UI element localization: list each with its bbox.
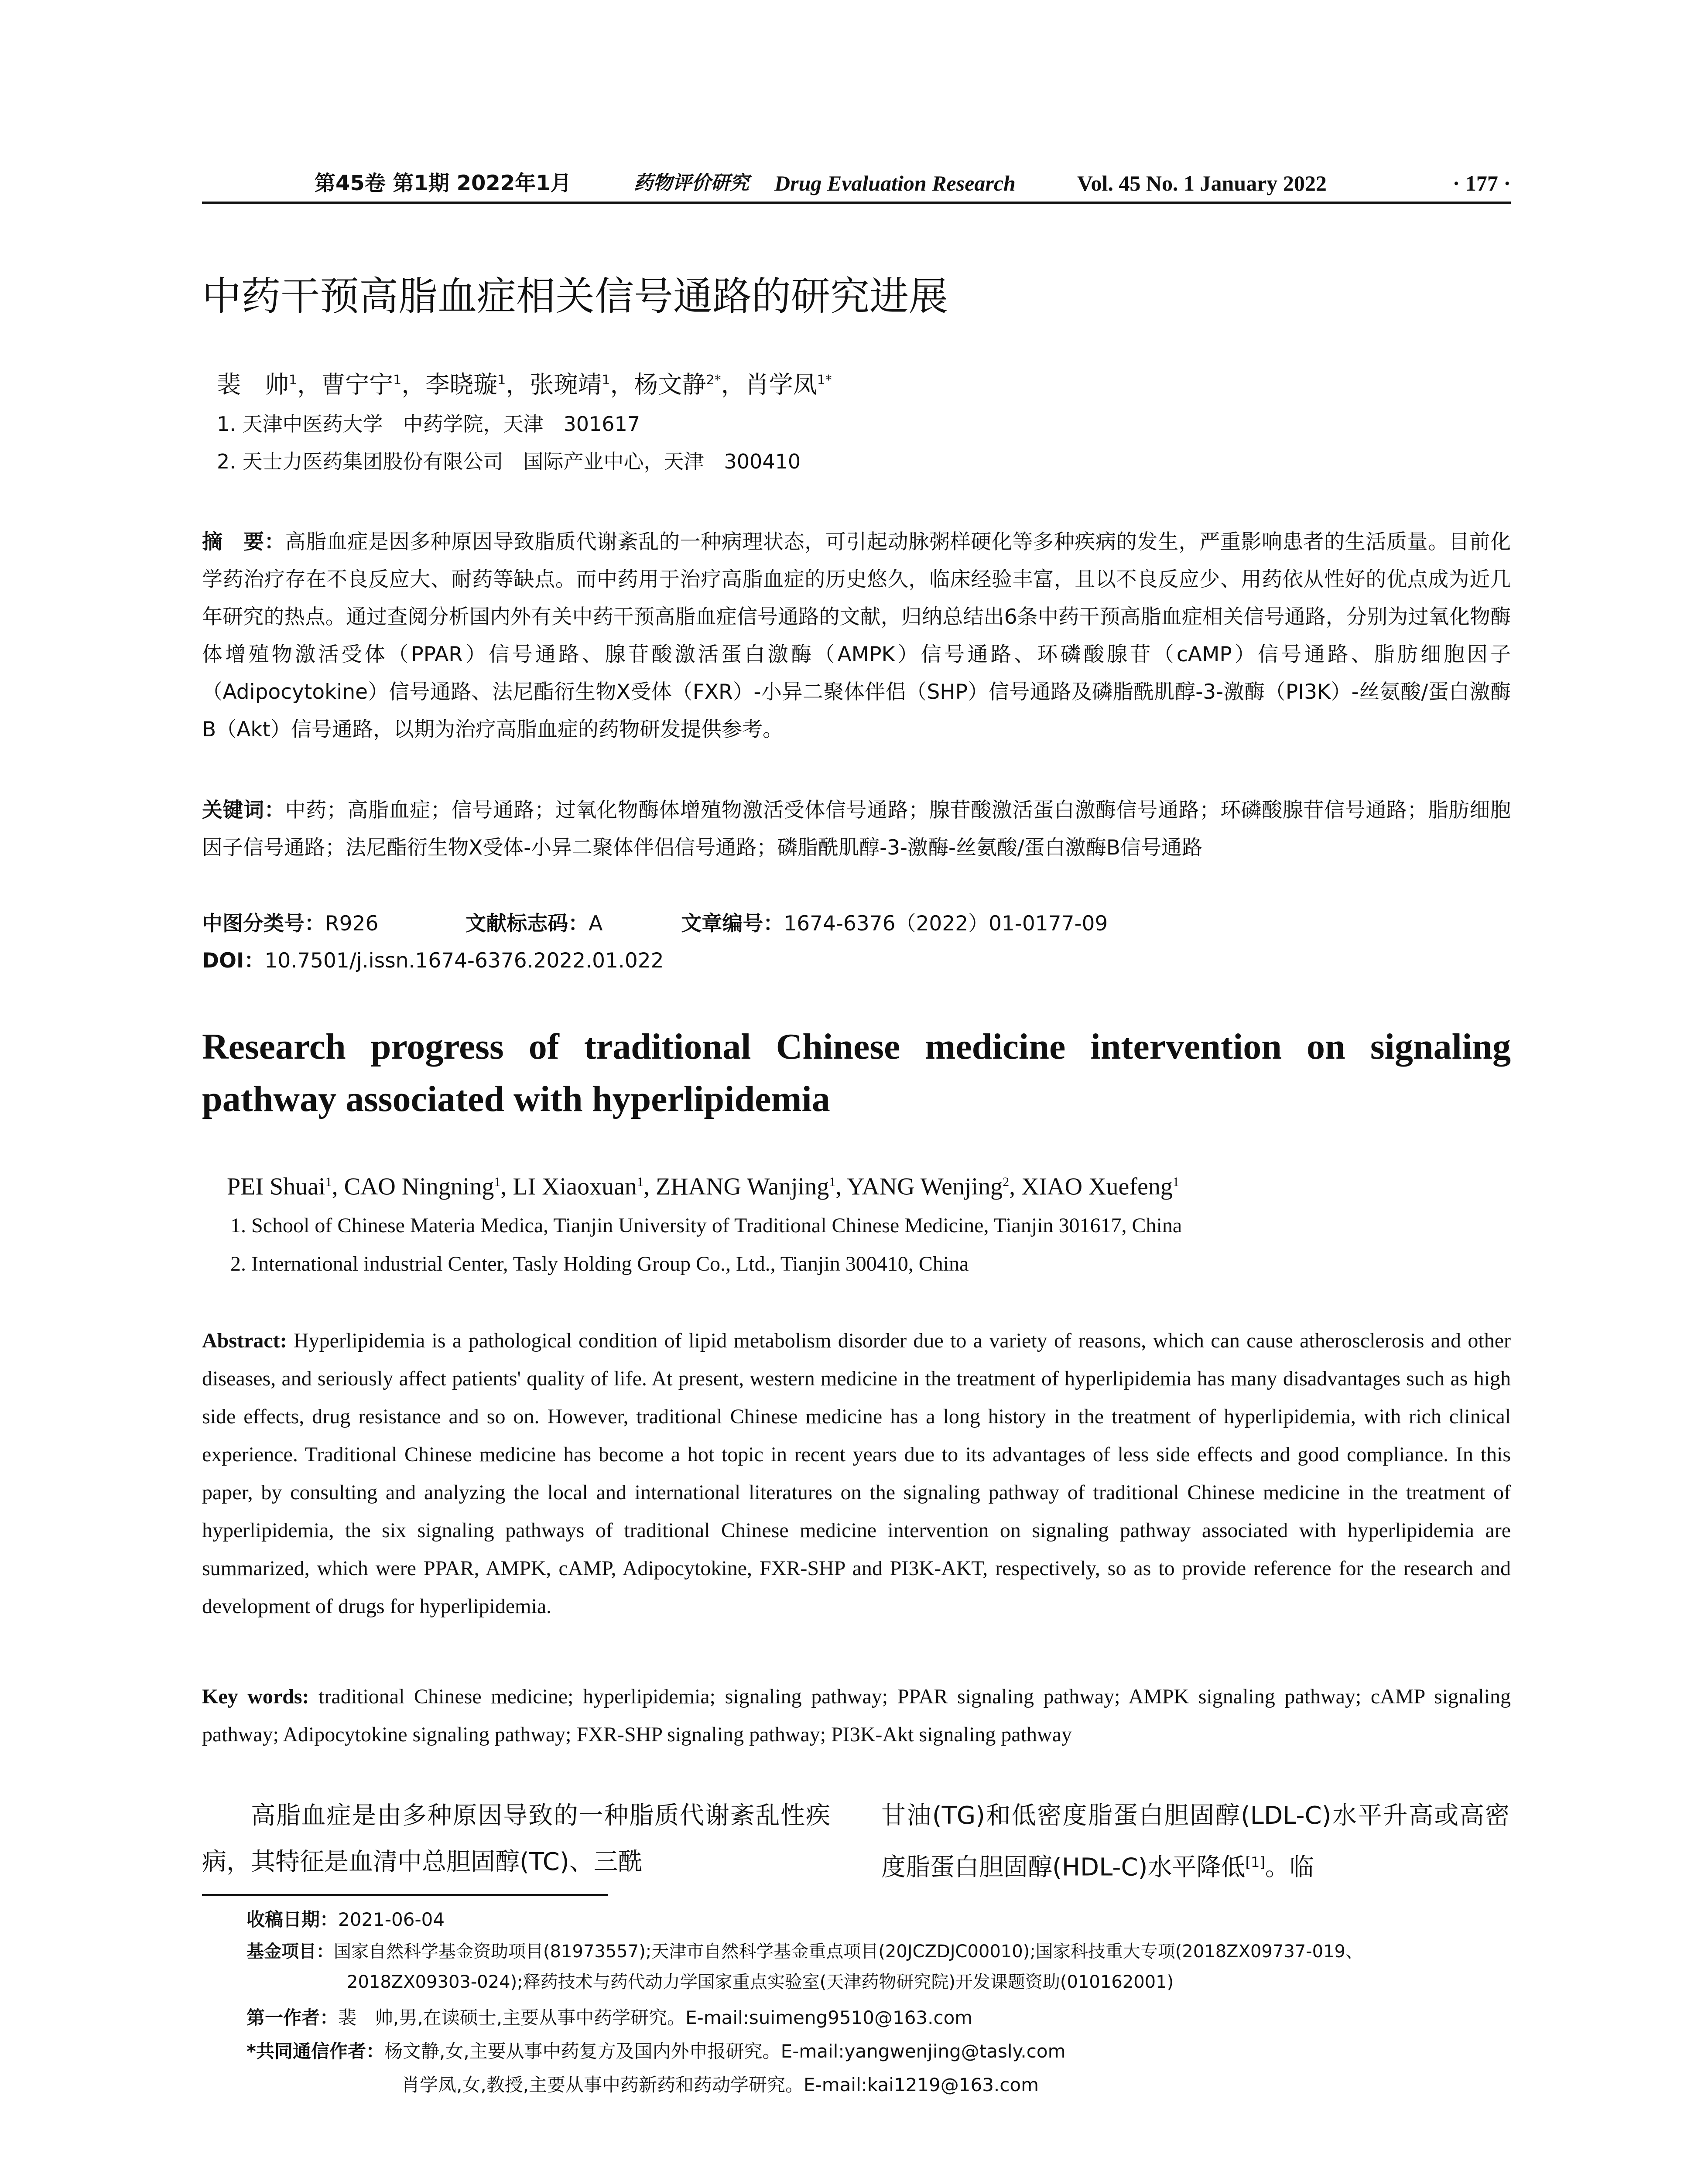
keywords-en	[202, 1678, 1511, 1754]
footnote-corresponding-2: 肖学凤,女,教授,主要从事中药新药和药动学研究。E-mail:kai1219@163.com	[401, 2074, 1039, 2096]
keywords-en-label: Key words:	[202, 1685, 309, 1708]
affiliation-en-1: 1. School of Chinese Materia Medica, Tianjin University of Traditional Chinese Medicine, Tianjin 301617, China	[230, 1214, 1182, 1237]
author-sup: 1	[829, 1175, 836, 1189]
author-en: PEI Shuai	[227, 1173, 325, 1200]
author-sup: 1	[637, 1175, 643, 1189]
header-volume-issue: Vol. 45 No. 1 January 2022	[1077, 171, 1327, 195]
doi-label: DOI：	[202, 949, 265, 973]
received-date: 2021-06-04	[338, 1909, 445, 1930]
classification-line	[202, 905, 1108, 943]
clc-value: R926	[325, 912, 379, 936]
header-issue-cn: 第45卷 第1期 2022年1月	[315, 171, 572, 195]
footnote-rule	[202, 1894, 608, 1896]
footnote-received	[246, 1904, 445, 1935]
page-number: · 177 ·	[1452, 171, 1511, 195]
author-cn: 杨文静	[634, 370, 706, 399]
title-en: Research progress of traditional Chinese medicine intervention on signaling pathway associated with hyperlipidemia	[202, 1026, 1511, 1119]
author-sup: 1	[1172, 1175, 1179, 1189]
received-label: 收稿日期：	[246, 1909, 339, 1930]
affiliation-cn-2: 2. 天士力医药集团股份有限公司 国际产业中心，天津 300410	[217, 450, 801, 473]
first-author-text: 裴 帅,男,在读硕士,主要从事中药学研究。E-mail:suimeng9510@163.com	[338, 2007, 973, 2028]
abstract-cn	[202, 523, 1511, 749]
article-no-label: 文章编号：	[681, 912, 784, 936]
abstract-en-label: Abstract:	[202, 1329, 287, 1352]
footnote-corresponding	[246, 2036, 1065, 2067]
body-column-right	[881, 1793, 1509, 1891]
affiliation-en-2: 2. International industrial Center, Tasly Holding Group Co., Ltd., Tianjin 300410, China	[230, 1252, 969, 1275]
doi-line	[202, 942, 664, 980]
keywords-cn-text: 中药；高脂血症；信号通路；过氧化物酶体增殖物激活受体信号通路；腺苷酸激活蛋白激酶信号通路；环磷酸腺苷信号通路；脂肪细胞因子信号通路；法尼酯衍生物X受体-小异二聚体伴侣信号通路；磷脂酰肌醇-3-激酶-丝氨酸/蛋白激酶B信号通路	[202, 798, 1511, 860]
author-en: ZHANG Wanjing	[655, 1173, 829, 1200]
body-right-text: 甘油(TG)和低密度脂蛋白胆固醇(LDL-C)水平升高或高密度脂蛋白胆固醇(HDL-C)水平降低	[881, 1802, 1509, 1882]
author-sup: 1	[497, 373, 506, 388]
author-cn: 裴 帅	[217, 370, 289, 399]
keywords-cn-label: 关键词：	[202, 798, 285, 822]
header-rule	[202, 202, 1511, 204]
footnote-funding-cont: 2018ZX09303-024);释药技术与药代动力学国家重点实验室(天津药物研究院)开发课题资助(010162001)	[347, 1972, 1174, 1992]
author-sup: 1	[393, 373, 402, 388]
clc-label: 中图分类号：	[202, 912, 325, 936]
author-cn: 李晓璇	[425, 370, 498, 399]
article-no-value: 1674-6376（2022）01-0177-09	[784, 912, 1108, 936]
corresponding-label: *共同通信作者：	[246, 2041, 384, 2062]
doc-code-value: A	[589, 912, 603, 936]
doc-code-label: 文献标志码：	[466, 912, 589, 936]
author-sup: 1	[289, 373, 298, 388]
author-sup: 2*	[706, 373, 721, 388]
journal-name-en: Drug Evaluation Research	[774, 171, 1016, 195]
body-right-tail: 。临	[1265, 1853, 1314, 1882]
abstract-en	[202, 1322, 1511, 1625]
abstract-en-text: Hyperlipidemia is a pathological condition of lipid metabolism disorder due to a variety of reasons, which can cause atherosclerosis and other diseases, and seriously affect patients' quality of life. At present, western medicine in the treatment of hyperlipidemia has many disadvantages such as high side effects, drug resistance and so on. However, traditional Chinese medicine has a long history in the treatment of hyperlipidemia, with rich clinical experience. Traditional Chinese medicine has become a hot topic in recent years due to its advantages of less side effects and good compliance. In this paper, by consulting and analyzing the local and international literatures on the signaling pathway of traditional Chinese medicine in the treatment of hyperlipidemia, the six signaling pathways of traditional Chinese medicine intervention on signaling pathway associated with hyperlipidemia are summarized, which were PPAR, AMPK, cAMP, Adipocytokine, FXR-SHP and PI3K-AKT, respectively, so as to provide reference for the research and development of drugs for hyperlipidemia.	[202, 1329, 1511, 1618]
citation-ref[interactable]: [1]	[1245, 1854, 1265, 1870]
author-sup: 1	[494, 1175, 501, 1189]
corresponding-text-1: 杨文静,女,主要从事中药复方及国内外申报研究。E-mail:yangwenjing@tasly.com	[384, 2041, 1066, 2062]
funding-label: 基金项目：	[246, 1942, 334, 1962]
title-cn: 中药干预高脂血症相关信号通路的研究进展	[202, 273, 948, 319]
author-sup: 1	[602, 373, 610, 388]
author-cn: 张琬靖	[530, 370, 602, 399]
footnote-funding	[246, 1936, 1363, 1967]
author-en: YANG Wenjing	[847, 1173, 1003, 1200]
first-author-label: 第一作者：	[246, 2007, 339, 2028]
keywords-cn	[202, 792, 1511, 867]
author-sup: 1	[325, 1175, 332, 1189]
body-column-left: 高脂血症是由多种原因导致的一种脂质代谢紊乱性疾病，其特征是血清中总胆固醇(TC)、三酰	[202, 1802, 830, 1876]
affiliation-cn-1: 1. 天津中医药大学 中药学院，天津 301617	[217, 412, 640, 436]
author-sup: 1*	[817, 373, 832, 388]
keywords-en-text: traditional Chinese medicine; hyperlipidemia; signaling pathway; PPAR signaling pathway; AMPK signaling pathway; cAMP signaling pathway; Adipocytokine signaling pathway; FXR-SHP signaling pathway; PI3K-Akt signaling pathway	[202, 1685, 1511, 1746]
abstract-cn-text: 高脂血症是因多种原因导致脂质代谢紊乱的一种病理状态，可引起动脉粥样硬化等多种疾病的发生，严重影响患者的生活质量。目前化学药治疗存在不良反应大、耐药等缺点。而中药用于治疗高脂血症的历史悠久，临床经验丰富，且以不良反应少、用药依从性好的优点成为近几年研究的热点。通过查阅分析国内外有关中药干预高脂血症信号通路的文献，归纳总结出6条中药干预高脂血症相关信号通路，分别为过氧化物酶体增殖物激活受体（PPAR）信号通路、腺苷酸激活蛋白激酶（AMPK）信号通路、环磷酸腺苷（cAMP）信号通路、脂肪细胞因子（Adipocytokine）信号通路、法尼酯衍生物X受体（FXR）-小异二聚体伴侣（SHP）信号通路及磷脂酰肌醇-3-激酶（PI3K）-丝氨酸/蛋白激酶B（Akt）信号通路，以期为治疗高脂血症的药物研发提供参考。	[202, 530, 1511, 742]
author-en: CAO Ningning	[344, 1173, 494, 1200]
author-cn: 曹宁宁	[321, 370, 394, 399]
authors-cn: 裴 帅$^1$，曹宁宁$^1$，李晓璇$^1$，张琬靖$^1$，杨文静$^{2*}$，肖学凤$^{1*}$	[217, 370, 832, 399]
running-header	[202, 168, 1511, 198]
doi-value[interactable]: 10.7501/j.issn.1674-6376.2022.01.022	[264, 949, 664, 973]
author-en: LI Xiaoxuan	[513, 1173, 637, 1200]
funding-line-1: 国家自然科学基金资助项目(81973557);天津市自然科学基金重点项目(20JCZDJC00010);国家科技重大专项(2018ZX09737-019、	[334, 1942, 1363, 1962]
journal-logo: 药物评价研究	[634, 172, 749, 194]
footnote-first-author	[246, 2002, 972, 2034]
author-en: XIAO Xuefeng	[1021, 1173, 1173, 1200]
author-sup: 2	[1003, 1175, 1010, 1189]
authors-en: PEI Shuai$^1$, CAO Ningning$^1$, LI Xiaoxuan$^1$, ZHANG Wanjing$^1$, YANG Wenjing$^2$, XIAO Xuefeng$^1$	[227, 1173, 1179, 1200]
abstract-cn-label: 摘 要：	[202, 530, 285, 554]
author-cn: 肖学凤	[745, 370, 817, 399]
